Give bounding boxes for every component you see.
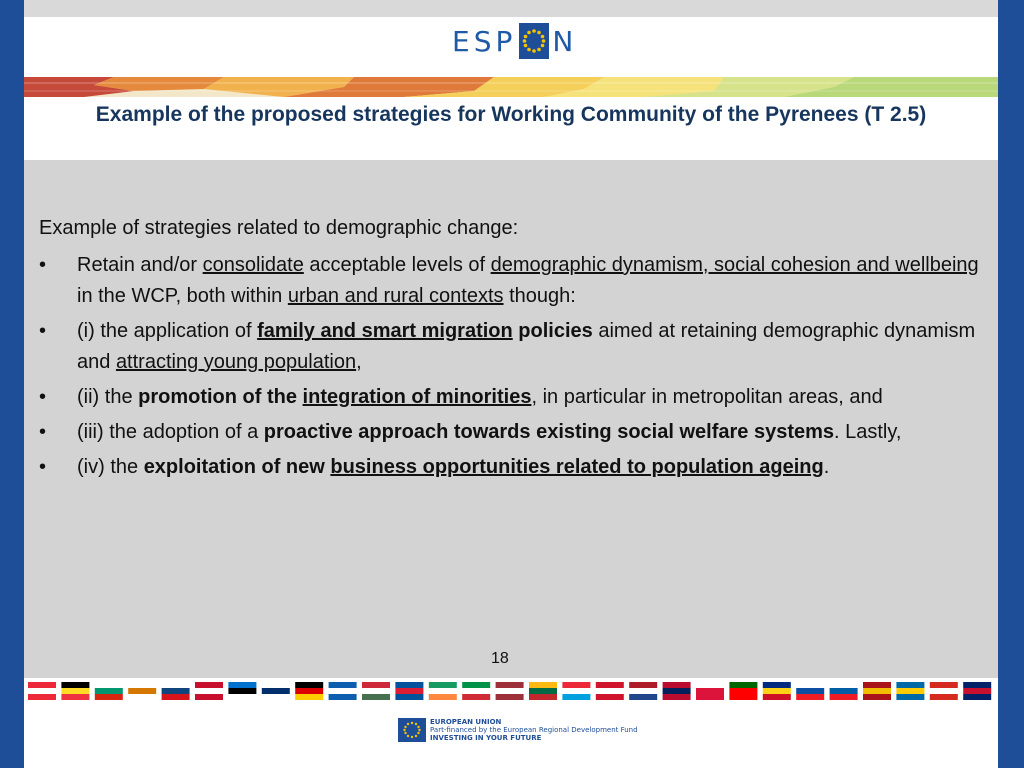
bullet-text-run: acceptable levels of	[303, 254, 491, 276]
flag-stripe	[28, 682, 56, 688]
flag-stripe	[228, 688, 256, 694]
flag-stripe	[796, 694, 824, 700]
flag-stripe	[930, 682, 958, 688]
flag-stripe	[930, 688, 958, 694]
bullet-text-run: (iii) the adoption of a	[77, 421, 264, 443]
country-flag-icon	[562, 682, 590, 700]
flag-stripe	[896, 688, 924, 694]
country-flag-icon	[262, 682, 290, 700]
bullet-text-run: policies	[512, 320, 593, 342]
flag-stripe	[228, 682, 256, 688]
flag-stripe	[529, 682, 557, 688]
country-flag-icon	[763, 682, 791, 700]
bullet-text-run: proactive approach towards existing social welfare systems	[263, 421, 835, 443]
flag-stripe	[262, 682, 290, 688]
flag-stripe	[596, 682, 624, 688]
flag-stripe	[696, 694, 724, 700]
flag-stripe	[596, 688, 624, 694]
flag-stripe	[496, 688, 524, 694]
country-flag-icon	[963, 682, 991, 700]
bullet-item	[39, 316, 984, 378]
espon-logo	[452, 19, 577, 63]
flag-stripe	[896, 682, 924, 688]
flag-stripe	[629, 688, 657, 694]
flag-stripe	[162, 694, 190, 700]
bullet-text-run: (iv) the	[77, 456, 144, 478]
flag-stripe	[429, 694, 457, 700]
flag-stripe	[462, 682, 490, 688]
flag-stripe	[395, 694, 423, 700]
country-flag-icon	[295, 682, 323, 700]
flag-stripe	[796, 688, 824, 694]
flag-stripe	[61, 688, 89, 694]
eu-flag-icon	[398, 718, 426, 742]
bullet-text-run: promotion of the	[138, 386, 303, 408]
bullet-item	[39, 382, 984, 413]
country-flag-icon	[462, 682, 490, 700]
flag-stripe	[863, 688, 891, 694]
country-flag-icon	[830, 682, 858, 700]
flag-stripe	[663, 694, 691, 700]
flag-stripe	[95, 694, 123, 700]
flag-stripe	[863, 682, 891, 688]
flag-stripe	[195, 688, 223, 694]
flag-stripe	[529, 694, 557, 700]
flag-stripe	[963, 688, 991, 694]
flag-stripe	[362, 694, 390, 700]
bullet-text-run: , in particular in metropolitan areas, and	[531, 386, 883, 408]
country-flag-icon	[529, 682, 557, 700]
flag-stripe	[863, 694, 891, 700]
flag-stripe	[562, 694, 590, 700]
flag-stripe	[295, 694, 323, 700]
country-flag-icon	[863, 682, 891, 700]
country-flag-icon	[896, 682, 924, 700]
country-flag-icon	[28, 682, 56, 700]
flag-stripe	[629, 694, 657, 700]
bullet-text-run: demographic dynamism, social cohesion and wellbeing	[490, 254, 979, 276]
title-box	[24, 97, 998, 160]
flag-stripe	[95, 688, 123, 694]
country-flag-icon	[228, 682, 256, 700]
flag-stripe	[796, 682, 824, 688]
flag-stripe	[830, 688, 858, 694]
flag-stripe	[329, 682, 357, 688]
logo-text-right: N	[552, 24, 578, 58]
country-flag-icon	[95, 682, 123, 700]
bullet-marker: •	[39, 254, 47, 276]
flag-stripe	[61, 682, 89, 688]
flag-stripe	[696, 682, 724, 688]
flag-stripe	[128, 688, 156, 694]
flag-stripe	[729, 694, 757, 700]
flag-stripe	[262, 694, 290, 700]
flag-stripe	[362, 688, 390, 694]
eu-funding-badge	[398, 718, 638, 742]
flag-stripe	[395, 688, 423, 694]
bullet-item	[39, 417, 984, 448]
bullet-item	[39, 250, 984, 312]
country-flag-icon	[429, 682, 457, 700]
flag-stripe	[128, 694, 156, 700]
bullet-item	[39, 452, 984, 483]
country-flag-icon	[496, 682, 524, 700]
flag-stripe	[195, 682, 223, 688]
flag-stripe	[663, 688, 691, 694]
country-flag-icon	[596, 682, 624, 700]
country-flag-icon	[195, 682, 223, 700]
bullet-text-run: . Lastly,	[834, 421, 902, 443]
bullet-text-run: in the WCP, both within	[77, 285, 288, 307]
flag-stripe	[830, 694, 858, 700]
flag-stripe	[462, 694, 490, 700]
country-flag-icon	[162, 682, 190, 700]
flag-stripe	[462, 688, 490, 694]
bullet-text-run: family and smart migration	[257, 320, 513, 342]
bullet-text-run: ,	[356, 351, 362, 373]
bullet-text-run: (i) the application of	[77, 320, 258, 342]
bullet-marker: •	[39, 421, 47, 443]
flag-stripe	[629, 682, 657, 688]
flag-stripe	[28, 688, 56, 694]
flag-stripe	[95, 682, 123, 688]
bullet-text-run: aimed at retaining demographic dynamism and	[77, 320, 976, 373]
flag-stripe	[195, 694, 223, 700]
page-number: 18	[491, 650, 509, 667]
flag-stripe	[162, 688, 190, 694]
logo-text-left: ESP	[452, 24, 517, 58]
bullet-marker: •	[39, 386, 47, 408]
flag-stripe	[763, 682, 791, 688]
bullet-text-run: business opportunities related to population ageing	[330, 456, 824, 478]
country-flag-icon	[395, 682, 423, 700]
flag-stripe	[529, 688, 557, 694]
flag-stripe	[429, 688, 457, 694]
flag-stripe	[295, 688, 323, 694]
country-flag-icon	[362, 682, 390, 700]
flag-stripe	[963, 682, 991, 688]
flag-stripe	[362, 682, 390, 688]
bullet-text-run: .	[823, 456, 830, 478]
country-flag-icon	[729, 682, 757, 700]
flag-stripe	[395, 682, 423, 688]
bullet-text-run: Retain and/or	[77, 254, 203, 276]
flag-stripe	[596, 694, 624, 700]
eu-line-2: Part-financed by the European Regional Development Fund	[430, 726, 638, 734]
flag-stripe	[930, 694, 958, 700]
flag-stripe	[228, 694, 256, 700]
flag-stripe	[763, 694, 791, 700]
flag-stripe	[162, 682, 190, 688]
flag-stripe	[61, 694, 89, 700]
slide-content	[24, 160, 998, 678]
bullet-text-run: integration of minorities	[302, 386, 532, 408]
eu-funding-text	[430, 718, 638, 742]
map-strip	[24, 77, 998, 97]
country-flag-icon	[663, 682, 691, 700]
country-flag-icon	[930, 682, 958, 700]
flag-stripe	[429, 682, 457, 688]
flag-stripe	[830, 682, 858, 688]
flag-stripe	[663, 682, 691, 688]
flag-stripe	[562, 682, 590, 688]
flag-stripe	[329, 688, 357, 694]
eu-line-1: EUROPEAN UNION	[430, 718, 502, 726]
logo-area	[24, 17, 998, 62]
bullet-text-run: consolidate	[202, 254, 304, 276]
flag-stripe	[763, 688, 791, 694]
bullet-marker: •	[39, 456, 47, 478]
country-flag-icon	[629, 682, 657, 700]
country-flag-icon	[128, 682, 156, 700]
header-band	[24, 0, 998, 17]
slide-title: Example of the proposed strategies for Working Community of the Pyrenees (T 2.5)	[95, 103, 927, 126]
bullet-text-run: though:	[503, 285, 576, 307]
flag-stripe	[696, 688, 724, 694]
flag-stripe	[329, 694, 357, 700]
flag-stripe	[295, 682, 323, 688]
slide	[24, 0, 998, 768]
flag-stripe	[28, 694, 56, 700]
flag-stripe	[896, 694, 924, 700]
flag-strip	[24, 678, 998, 704]
country-flag-icon	[796, 682, 824, 700]
bullet-marker: •	[39, 320, 47, 342]
intro-text: Example of strategies related to demographic change:	[39, 217, 519, 239]
country-flag-icon	[696, 682, 724, 700]
flag-stripe	[729, 682, 757, 688]
flag-stripe	[496, 694, 524, 700]
flag-stripe	[262, 688, 290, 694]
country-flag-icon	[329, 682, 357, 700]
country-flag-icon	[61, 682, 89, 700]
bullet-text-run: (ii) the	[77, 386, 139, 408]
flag-stripe	[496, 682, 524, 688]
bullet-list	[39, 250, 984, 487]
bullet-text-run: exploitation of new	[143, 456, 331, 478]
eu-stars-icon	[519, 23, 549, 59]
flag-stripe	[963, 694, 991, 700]
bullet-text-run: urban and rural contexts	[287, 285, 504, 307]
eu-line-3: INVESTING IN YOUR FUTURE	[430, 734, 542, 742]
flag-stripe	[128, 682, 156, 688]
bullet-text-run: attracting young population	[115, 351, 357, 373]
flag-stripe	[562, 688, 590, 694]
flag-stripe	[729, 688, 757, 694]
